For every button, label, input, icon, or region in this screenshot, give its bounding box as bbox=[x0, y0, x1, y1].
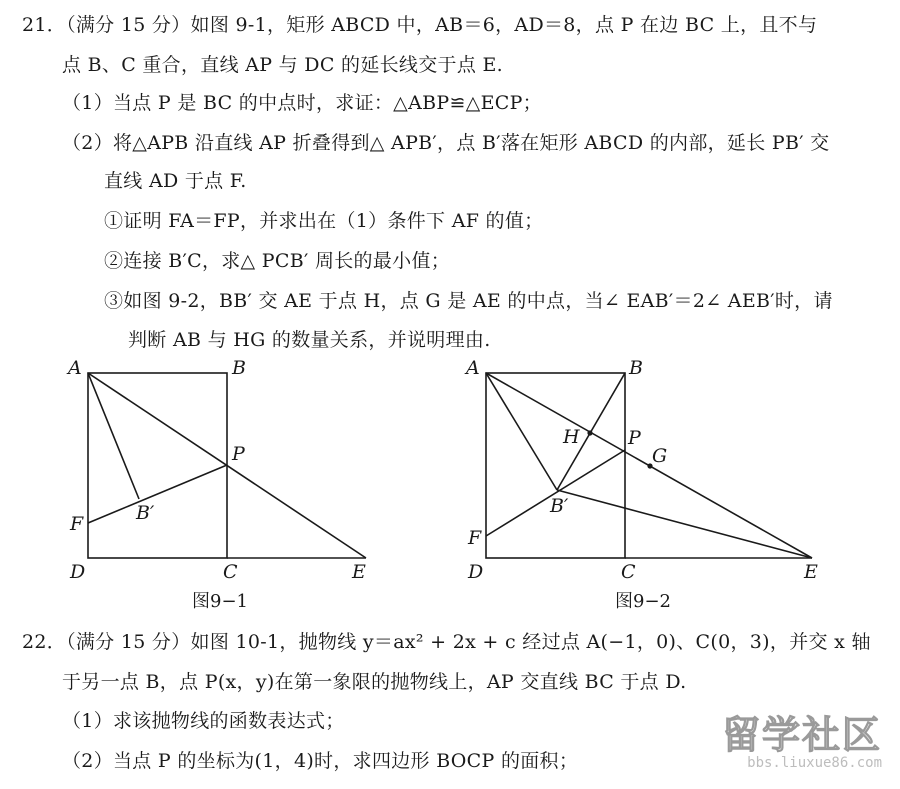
watermark bbox=[722, 704, 882, 771]
fig1-rectangle bbox=[88, 373, 227, 558]
fig2-rectangle bbox=[486, 373, 625, 558]
fig1-label-C: C bbox=[223, 561, 238, 583]
q22-line-1: 22．（满分 15 分）如图 10-1，抛物线 y＝ax² + 2x + c 经过点 A(−1，0)、C(0，3)，并交 x 轴 bbox=[22, 631, 871, 653]
fig2-line-FP bbox=[486, 450, 625, 536]
q21-sub1: ①证明 FA＝FP，并求出在（1）条件下 AF 的值； bbox=[104, 210, 544, 232]
fig2-label-F: F bbox=[468, 527, 482, 549]
fig2-label-Bp: B′ bbox=[550, 495, 569, 517]
fig1-line-AB' bbox=[88, 373, 139, 499]
fig2-label-C: C bbox=[621, 561, 636, 583]
fig1-label-A: A bbox=[68, 357, 82, 379]
fig2-line-AB' bbox=[486, 373, 557, 490]
fig1-label-B: B bbox=[232, 357, 246, 379]
q21-line-2: 点 B、C 重合，直线 AP 与 DC 的延长线交于点 E. bbox=[62, 54, 503, 76]
fig1-label-E: E bbox=[352, 561, 366, 583]
q22-part1: （1）求该抛物线的函数表达式； bbox=[62, 710, 345, 732]
fig2-point-H bbox=[587, 430, 592, 435]
fig1-label-D: D bbox=[70, 561, 86, 583]
fig1-line-FP bbox=[88, 465, 227, 523]
q21-sub2: ②连接 B′C，求△ PCB′ 周长的最小值； bbox=[104, 250, 451, 272]
q21-part2-line-1: （2）将△APB 沿直线 AP 折叠得到△ APB′，点 B′落在矩形 ABCD 的内部，延长 PB′ 交 bbox=[62, 132, 830, 154]
q22-line-2: 于另一点 B，点 P(x，y)在第一象限的抛物线上，AP 交直线 BC 于点 D. bbox=[62, 671, 687, 693]
fig1-label-P: P bbox=[232, 443, 245, 465]
q21-line-1: 21．（满分 15 分）如图 9-1，矩形 ABCD 中，AB＝6，AD＝8，点 P 在边 BC 上，且不与 bbox=[22, 14, 818, 36]
q21-sub3-line-2: 判断 AB 与 HG 的数量关系，并说明理由. bbox=[128, 329, 491, 351]
fig1-caption: 图9−1 bbox=[192, 591, 248, 612]
fig1-label-F: F bbox=[70, 513, 84, 535]
fig2-line-B'E bbox=[557, 490, 812, 558]
fig2-label-E: E bbox=[804, 561, 818, 583]
fig2-label-H: H bbox=[563, 426, 580, 448]
fig2-label-B: B bbox=[629, 357, 643, 379]
q22-part2: （2）当点 P 的坐标为(1，4)时，求四边形 BOCP 的面积； bbox=[62, 750, 579, 772]
fig2-caption: 图9−2 bbox=[615, 591, 671, 612]
q21-sub3-line-1: ③如图 9-2，BB′ 交 AE 于点 H，点 G 是 AE 的中点，当∠ EAB′＝2∠ AEB′时，请 bbox=[104, 290, 833, 312]
q21-part2-line-2: 直线 AD 于点 F. bbox=[104, 170, 247, 192]
fig1-label-Bp: B′ bbox=[136, 502, 155, 524]
fig2-label-D: D bbox=[468, 561, 484, 583]
watermark-url: bbs.liuxue86.com bbox=[747, 755, 882, 771]
fig2-label-A: A bbox=[466, 357, 480, 379]
q21-part1: （1）当点 P 是 BC 的中点时，求证：△ABP≌△ECP； bbox=[62, 92, 542, 114]
fig2-label-P: P bbox=[628, 427, 641, 449]
fig2-label-G: G bbox=[652, 445, 668, 467]
watermark-logo-text: 留学社区 bbox=[721, 713, 882, 757]
